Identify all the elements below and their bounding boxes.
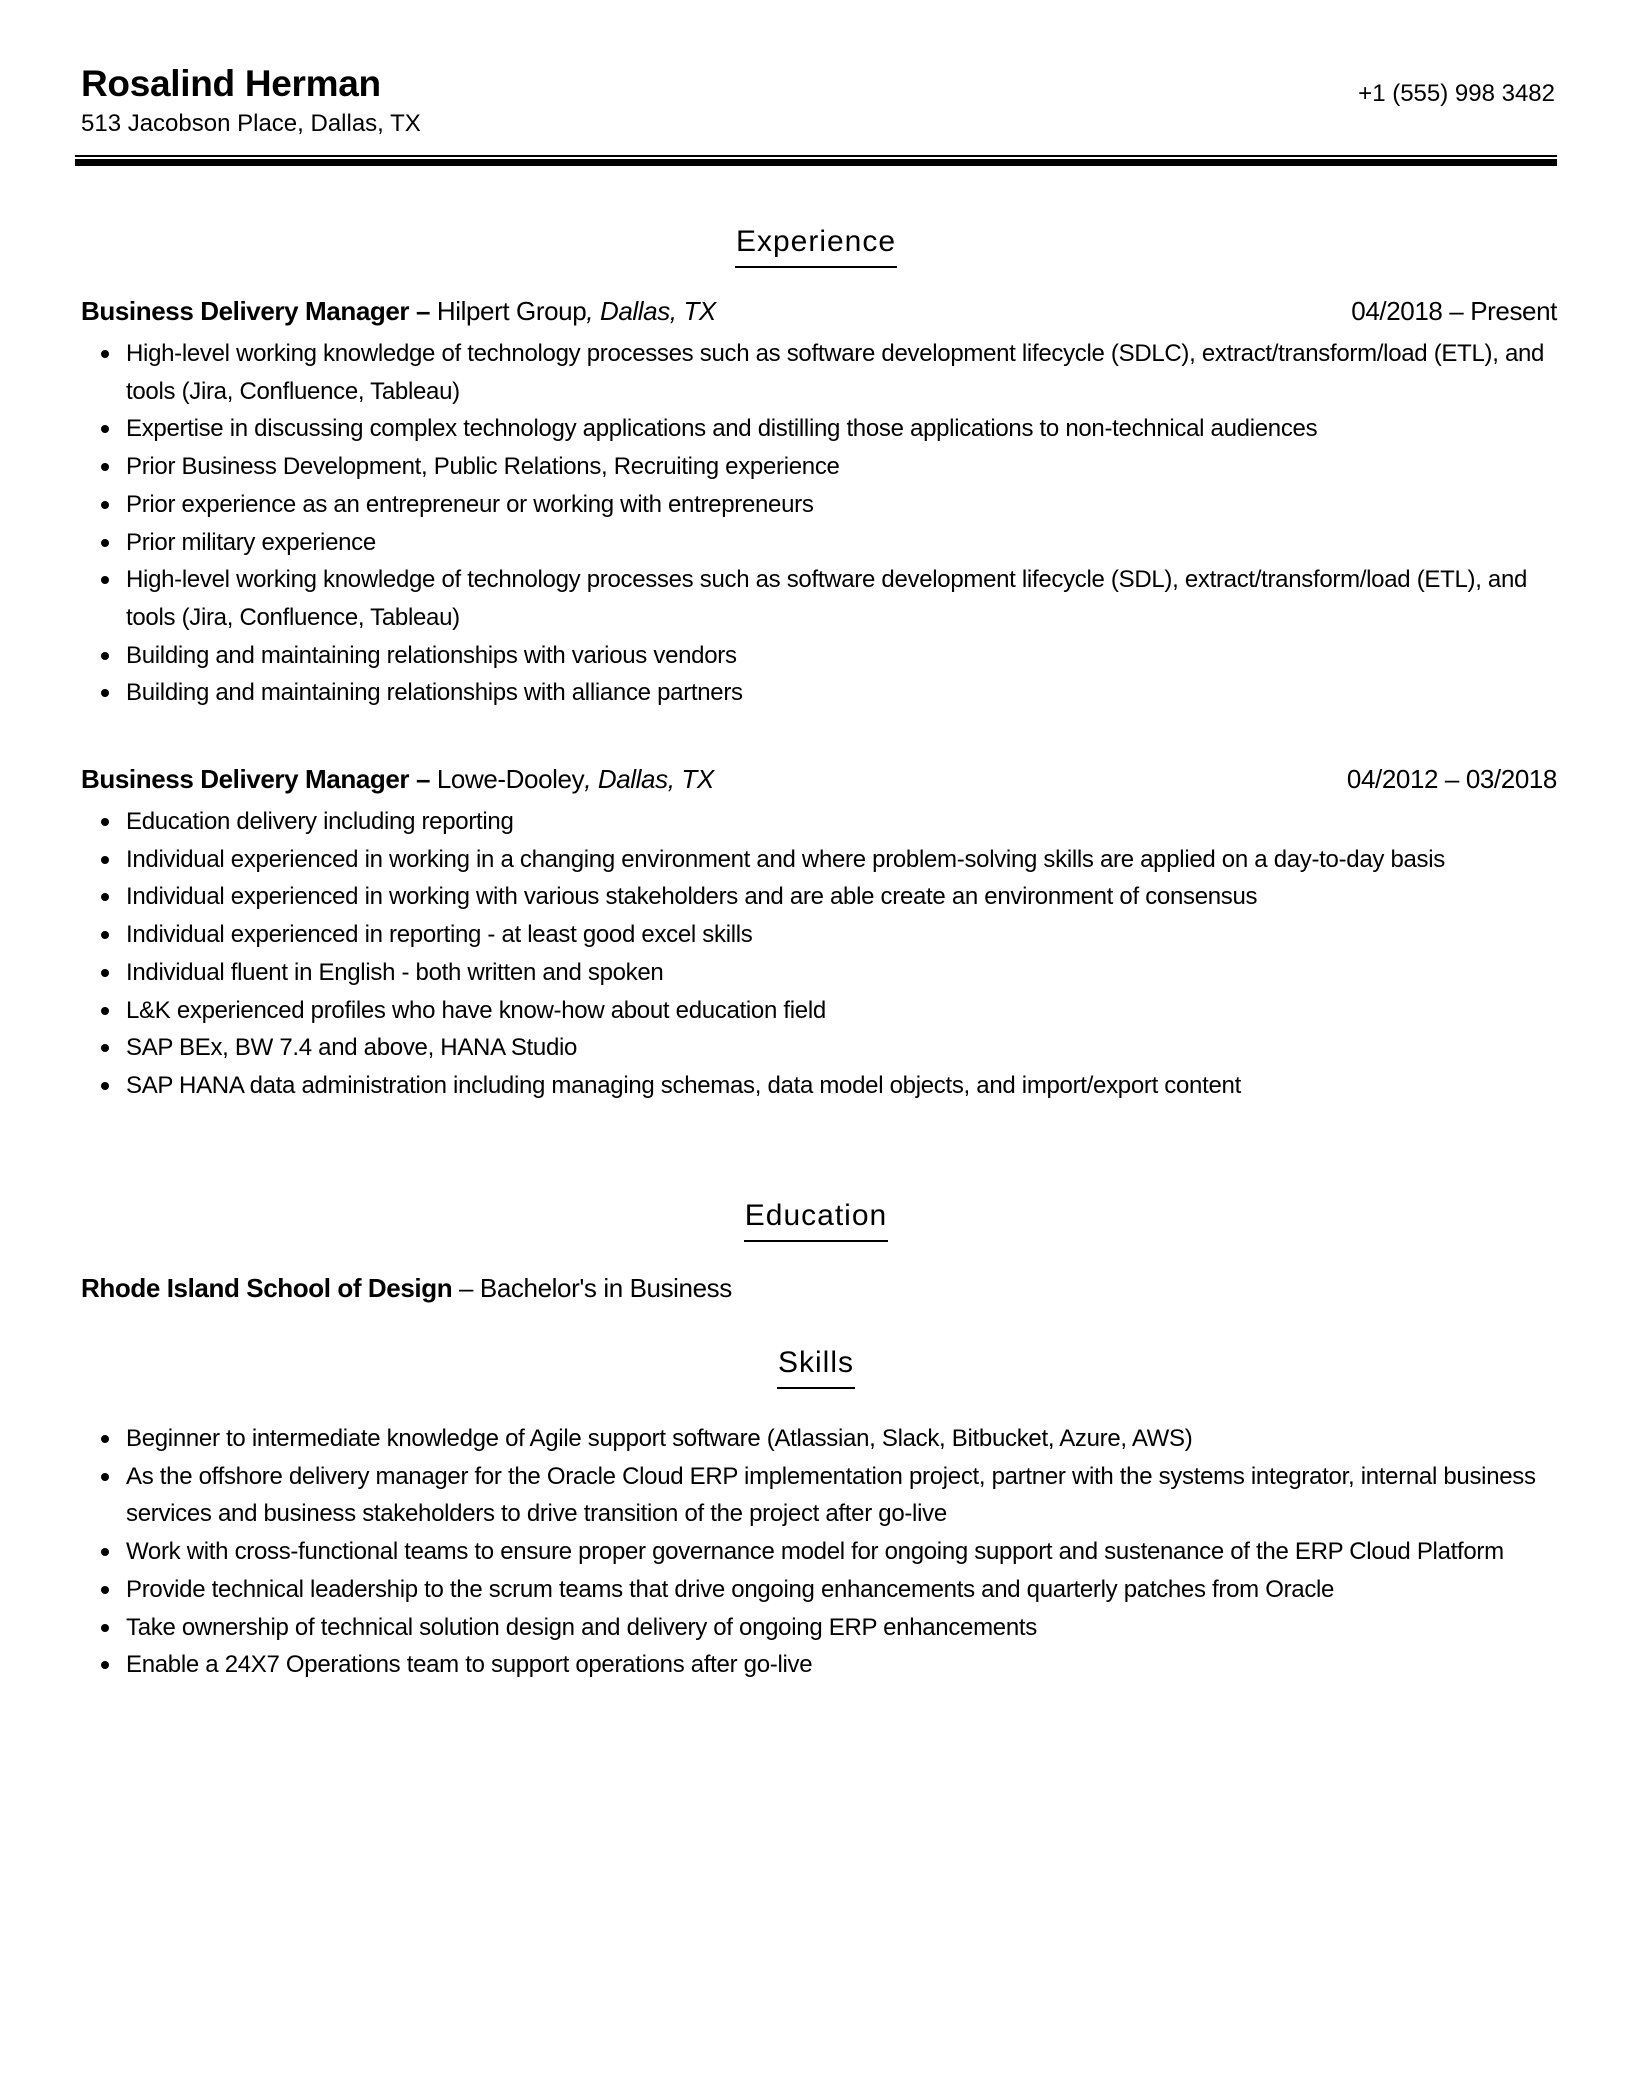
list-item: SAP BEx, BW 7.4 and above, HANA Studio — [81, 1029, 1557, 1067]
list-item: Individual fluent in English - both written and spoken — [81, 954, 1557, 992]
section-title-skills: Skills — [0, 1343, 1632, 1389]
list-item: Education delivery including reporting — [81, 803, 1557, 841]
list-item: Enable a 24X7 Operations team to support operations after go-live — [81, 1646, 1557, 1684]
list-item: As the offshore delivery manager for the Oracle Cloud ERP implementation project, partner with the systems integrator, internal business services and business stakeholders to drive transition of the project after go-live — [81, 1458, 1557, 1533]
job-bullets — [81, 803, 1557, 1105]
list-item: Individual experienced in working in a changing environment and where problem-solving skills are applied on a day-to-day basis — [81, 841, 1557, 879]
education-degree: – Bachelor's in Business — [452, 1273, 732, 1303]
education-school: Rhode Island School of Design — [81, 1273, 453, 1303]
skills-section — [81, 1414, 1557, 1684]
list-item: Take ownership of technical solution design and delivery of ongoing ERP enhancements — [81, 1609, 1557, 1647]
job-entry — [81, 761, 1557, 1105]
list-item: Expertise in discussing complex technology applications and distilling those applications to non-technical audiences — [81, 410, 1557, 448]
list-item: Prior Business Development, Public Relations, Recruiting experience — [81, 448, 1557, 486]
list-item: High-level working knowledge of technology processes such as software development lifecycle (SDLC), extract/transform/load (ETL), and tools (Jira, Confluence, Tableau) — [81, 335, 1557, 410]
job-company: Hilpert Group — [430, 296, 587, 326]
list-item: High-level working knowledge of technology processes such as software development lifecycle (SDL), extract/transform/load (ETL), and tools (Jira, Confluence, Tableau) — [81, 561, 1557, 636]
list-item: Individual experienced in working with various stakeholders and are able create an environment of consensus — [81, 878, 1557, 916]
list-item: Prior experience as an entrepreneur or working with entrepreneurs — [81, 486, 1557, 524]
job-header — [81, 761, 1557, 797]
section-title-education: Education — [0, 1196, 1632, 1242]
job-dates: 04/2012 – 03/2018 — [1346, 764, 1557, 794]
job-location: , Dallas, TX — [586, 296, 716, 326]
candidate-address: 513 Jacobson Place, Dallas, TX — [81, 110, 421, 137]
list-item: Provide technical leadership to the scrum teams that drive ongoing enhancements and quarterly patches from Oracle — [81, 1571, 1557, 1609]
list-item: Beginner to intermediate knowledge of Agile support software (Atlassian, Slack, Bitbucket, Azure, AWS) — [81, 1420, 1557, 1458]
header-divider-thin — [75, 155, 1557, 157]
job-location: , Dallas, TX — [584, 764, 714, 794]
job-title: Business Delivery Manager – — [81, 764, 431, 794]
job-bullets — [81, 335, 1557, 712]
education-entry — [81, 1270, 732, 1306]
list-item: Building and maintaining relationships with various vendors — [81, 637, 1557, 675]
job-entry — [81, 293, 1557, 712]
job-dates: 04/2018 – Present — [1351, 296, 1557, 326]
list-item: Work with cross-functional teams to ensure proper governance model for ongoing support and sustenance of the ERP Cloud Platform — [81, 1533, 1557, 1571]
list-item: Building and maintaining relationships with alliance partners — [81, 674, 1557, 712]
section-title-experience: Experience — [0, 222, 1632, 268]
candidate-name: Rosalind Herman — [81, 63, 381, 104]
job-title: Business Delivery Manager – — [81, 296, 431, 326]
header-divider — [75, 155, 1557, 167]
list-item: Prior military experience — [81, 524, 1557, 562]
candidate-phone: +1 (555) 998 3482 — [1358, 80, 1555, 107]
list-item: SAP HANA data administration including managing schemas, data model objects, and import/export content — [81, 1067, 1557, 1105]
skills-list — [81, 1420, 1557, 1684]
job-header — [81, 293, 1557, 329]
job-company: Lowe-Dooley — [430, 764, 585, 794]
resume-header — [81, 62, 1555, 142]
list-item: L&K experienced profiles who have know-how about education field — [81, 992, 1557, 1030]
header-divider-thick — [75, 159, 1557, 166]
list-item: Individual experienced in reporting - at least good excel skills — [81, 916, 1557, 954]
